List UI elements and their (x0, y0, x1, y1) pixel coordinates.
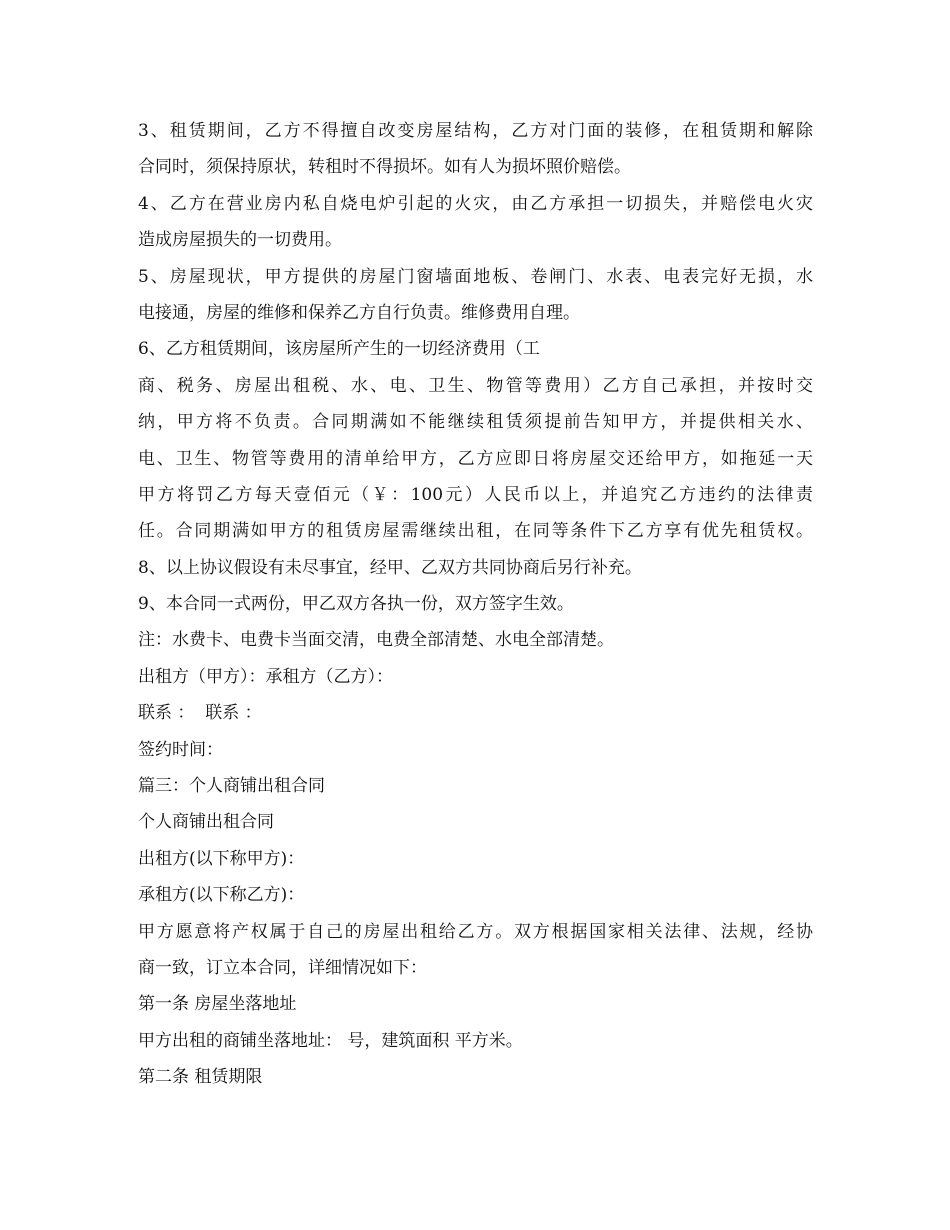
section-heading: 篇三：个人商铺出租合同 (138, 776, 325, 797)
document-body (138, 113, 813, 1096)
signature-parties-line: 出租方（甲方）：承租方（乙方）： (138, 666, 393, 687)
lessor-line: 出租方(以下称甲方)： (138, 848, 305, 869)
paragraph-line: 注：水费卡、电费卡当面交清，电费全部清楚、水电全部清楚。 (138, 630, 614, 651)
paragraph-line: 3、租赁期间，乙方不得擅自改变房屋结构，乙方对门面的装修，在租赁期和解除 (138, 121, 813, 141)
paragraph-line: 4、乙方在营业房内私自烧电炉引起的火灾，由乙方承担一切损失，并赔偿电火灾 (138, 193, 813, 214)
paragraph-line: 6、乙方租赁期间，该房屋所产生的一切经济费用（工 (138, 339, 540, 360)
contact-line: 联系 ： 联系 ： (138, 703, 262, 724)
signing-date-line: 签约时间： (138, 739, 223, 760)
paragraph-line: 电、卫生、物管等费用的清单给甲方，乙方应即日将房屋交还给甲方，如拖延一天 (138, 448, 813, 469)
paragraph-line: 甲方愿意将产权属于自己的房屋出租给乙方。双方根据国家相关法律、法规，经协 (138, 921, 813, 942)
paragraph-line: 8、以上协议假设有未尽事宜，经甲、乙双方共同协商后另行补充。 (138, 557, 642, 578)
paragraph-line: 电接通，房屋的维修和保养乙方自行负责。维修费用自理。 (138, 302, 580, 323)
paragraph-line: 商一致，订立本合同，详细情况如下： (138, 957, 427, 978)
lessee-line: 承租方(以下称乙方)： (138, 885, 305, 906)
article-heading: 第二条 租赁期限 (138, 1067, 263, 1088)
paragraph-line: 合同时，须保持原状，转租时不得损坏。如有人为损坏照价赔偿。 (138, 157, 631, 178)
paragraph-line: 纳，甲方将不负责。合同期满如不能继续租赁须提前告知甲方，并提供相关水、 (138, 412, 813, 433)
paragraph-line: 甲方出租的商铺坐落地址： 号，建筑面积 平方米。 (138, 1030, 523, 1051)
paragraph-line: 甲方将罚乙方每天壹佰元（￥：100元）人民币以上，并追究乙方违约的法律责 (138, 484, 813, 505)
article-heading: 第一条 房屋坐落地址 (138, 994, 297, 1015)
contract-title: 个人商铺出租合同 (138, 812, 274, 833)
paragraph-line: 商、税务、房屋出租税、水、电、卫生、物管等费用）乙方自己承担，并按时交 (138, 375, 813, 396)
paragraph-line: 9、本合同一式两份，甲乙双方各执一份，双方签字生效。 (138, 594, 574, 615)
paragraph-line: 造成房屋损失的一切费用。 (138, 230, 342, 251)
paragraph-line: 任。合同期满如甲方的租赁房屋需继续出租，在同等条件下乙方享有优先租赁权。 (138, 521, 813, 542)
paragraph-line: 5、房屋现状，甲方提供的房屋门窗墙面地板、卷闸门、水表、电表完好无损，水 (138, 266, 813, 287)
